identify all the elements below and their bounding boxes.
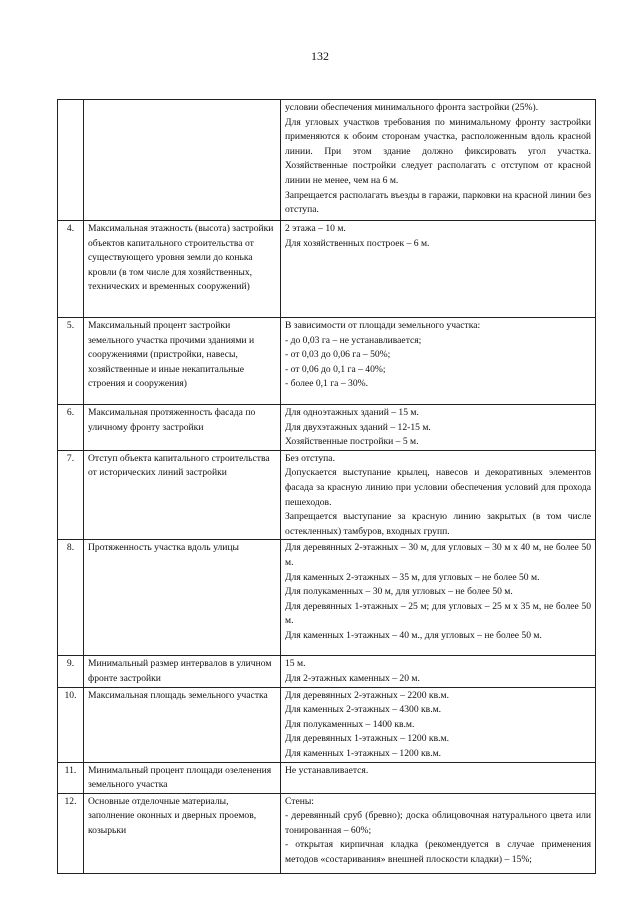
table-row [58, 318, 596, 405]
value-cell [281, 793, 596, 873]
table-row [58, 221, 596, 318]
parameter-text: Протяженность участка вдоль улицы [88, 542, 239, 554]
parameter-text: Основные отделочные материалы, заполнение оконных и дверных проемов, козырьки [88, 795, 257, 836]
value-line: Для деревянных 1-этажных – 1200 кв.м. [285, 733, 449, 745]
row-number: 7. [58, 450, 84, 540]
value-line: Для деревянных 2-этажных – 30 м, для угловых – 30 м х 40 м, не более 50 м. [285, 542, 591, 568]
value-line: Допускается выступание крылец, навесов и декоративных элементов фасада за красную линию при условии обеспечения условий для прохода пешеходов. [285, 467, 591, 508]
value-line: - до 0,03 га – не устанавливается; [285, 334, 422, 346]
parameter-text: Максимальная площадь земельного участка [88, 689, 268, 701]
value-line: Для полукаменных – 30 м, для угловых – не более 50 м. [285, 586, 513, 598]
value-line: Для угловых участков требования по минимальному фронту застройки применяются к обоим сторонам участка, расположенным вдоль красной линии. При этом здание должно фиксировать угол участка. Хозяйственные постройки следует располагать с отступом от красной линии не менее, чем на 6 м. [285, 116, 591, 186]
value-line: Для деревянных 2-этажных – 2200 кв.м. [285, 689, 449, 701]
value-line: Стены: [285, 795, 314, 807]
value-line: Для каменных 2-этажных – 4300 кв.м. [285, 704, 442, 716]
page-number: 132 [311, 49, 329, 63]
table-row [58, 540, 596, 656]
parameter-cell [84, 450, 281, 540]
row-number [58, 100, 84, 221]
value-line: - от 0,03 до 0,06 га – 50%; [285, 349, 391, 361]
value-line: Для хозяйственных построек – 6 м. [285, 237, 430, 249]
parameter-cell [84, 318, 281, 405]
parameter-cell [84, 656, 281, 687]
value-cell [281, 540, 596, 656]
row-number: 5. [58, 318, 84, 405]
parameter-text: Максимальная этажность (высота) застройки объектов капитального строительства от существующего уровня земли до конька кровли (в том числе для хозяйственных, технических и временных сооружений) [88, 223, 274, 293]
row-number: 8. [58, 540, 84, 656]
value-line: - деревянный сруб (бревно); доска облицовочная натурального цвета или тонированная – 60%; [285, 810, 591, 836]
value-cell [281, 221, 596, 318]
value-cell [281, 405, 596, 451]
value-line: Для деревянных 1-этажных – 25 м; для угловых – 25 м х 35 м, не более 50 м. [285, 600, 591, 627]
value-line: В зависимости от площади земельного участка: [285, 320, 481, 331]
row-number: 9. [58, 656, 84, 687]
row-number: 12. [58, 793, 84, 873]
parameter-text: Максимальный процент застройки земельного участка прочими зданиями и сооружениями (пристройки, навесы, хозяйственные и иные некапитальные строения и сооружения) [88, 320, 255, 390]
value-line: Для одноэтажных зданий – 15 м. [285, 407, 419, 418]
value-line: - открытая кирпичная кладка (рекомендуется в случае применения методов «состаривания» внешней плоскости кладки) – 15%; [285, 839, 591, 866]
value-line: Запрещается выступание за красную линию закрытых (в том числе остекленных) тамбуров, входных групп. [285, 511, 591, 537]
parameter-cell [84, 687, 281, 762]
value-line: - более 0,1 га – 30%. [285, 378, 369, 390]
parameter-cell [84, 762, 281, 793]
parameter-cell [84, 540, 281, 656]
table-row [58, 100, 596, 221]
value-line: Без отступа. [285, 452, 335, 464]
value-line: Запрещается располагать въезды в гаражи, парковки на красной линии без отступа. [285, 189, 591, 216]
value-cell [281, 318, 596, 405]
table-row [58, 687, 596, 762]
table-row [58, 450, 596, 540]
value-cell [281, 687, 596, 762]
table-row [58, 762, 596, 793]
regulations-table [57, 99, 596, 874]
parameter-text: Минимальный размер интервалов в уличном фронте застройки [88, 658, 272, 684]
table-row [58, 793, 596, 873]
row-number: 4. [58, 221, 84, 318]
value-line: 2 этажа – 10 м. [285, 223, 346, 234]
parameter-cell [84, 793, 281, 873]
value-line: Для каменных 2-этажных – 35 м, для угловых – не более 50 м. [285, 571, 540, 583]
table-row [58, 656, 596, 687]
parameter-cell [84, 221, 281, 318]
value-line: - от 0,06 до 0,1 га – 40%; [285, 363, 386, 375]
parameter-text: Максимальная протяженность фасада по уличному фронту застройки [88, 407, 256, 433]
value-line: Для каменных 1-этажных – 1200 кв.м. [285, 747, 442, 759]
row-number: 11. [58, 762, 84, 793]
value-line: условии обеспечения минимального фронта застройки (25%). [285, 102, 539, 113]
value-cell [281, 762, 596, 793]
parameter-cell [84, 100, 281, 221]
value-line: Для каменных 1-этажных – 40 м., для угловых – не более 50 м. [285, 629, 542, 641]
value-cell [281, 100, 596, 221]
table-row [58, 405, 596, 451]
value-cell [281, 450, 596, 540]
value-line: Не устанавливается. [285, 764, 369, 776]
row-number: 6. [58, 405, 84, 451]
row-number: 10. [58, 687, 84, 762]
value-line: 15 м. [285, 658, 306, 670]
value-line: Для двухэтажных зданий – 12-15 м. [285, 421, 431, 433]
value-cell [281, 656, 596, 687]
parameter-cell [84, 405, 281, 451]
value-line: Для полукаменных – 1400 кв.м. [285, 718, 415, 730]
parameter-text: Отступ объекта капитального строительства от исторических линий застройки [88, 452, 270, 479]
parameter-text: Минимальный процент площади озеленения земельного участка [88, 764, 272, 791]
value-line: Хозяйственные постройки – 5 м. [285, 436, 419, 448]
value-line: Для 2-этажных каменных – 20 м. [285, 672, 420, 684]
